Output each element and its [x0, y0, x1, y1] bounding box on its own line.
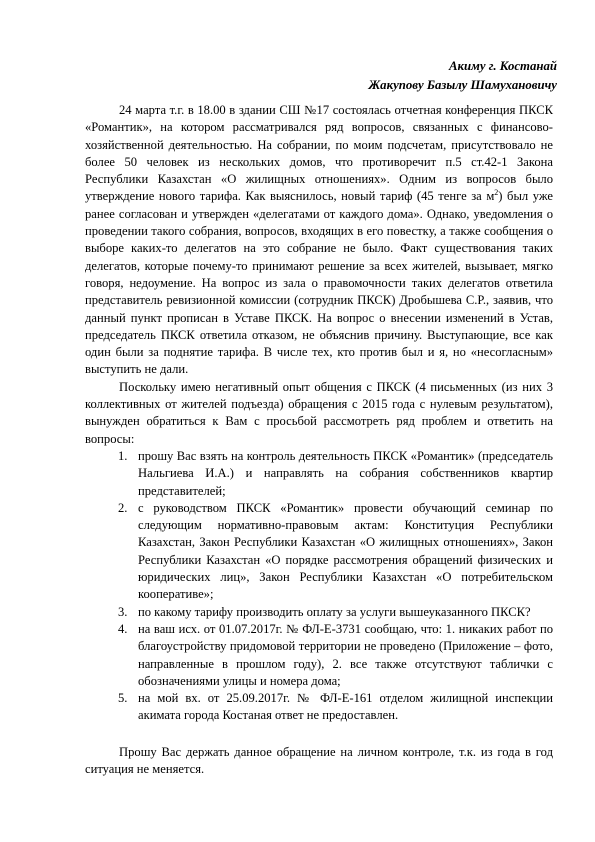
list-item-number: 3. [118, 604, 128, 619]
list-item [85, 690, 553, 725]
list-item-number: 1. [118, 448, 128, 463]
list-item-number: 2. [118, 500, 128, 515]
list-item-number: 4. [118, 621, 128, 636]
paragraph-conference-part2: ) был уже ранее согласован и утвержден «делегатами от каждого дома». Однако, уведомления о проведении такого собрания, вопросов, входящих в его повестку, а также сообщения о выборе каких-то делегатов на это собрание не было. Факт существования таких делегатов, которые почему-то принимают решение за всех жителей, вызывает, мягко говоря, недоумение. На вопрос из зала о правомочности таких делегатов ответила представитель ревизионной комиссии (сотрудник ПКСК) Дробышева С.Р., заявив, что данный пункт прописан в Уставе ПКСК. На вопрос о внесении изменений в Устав, председатель ПКСК ответила отказом, не объяснив причину. Выступающие, все как один были за поднятие тарифа. В числе тех, кто против был и я, но «несогласным» выступить не дали. [85, 189, 553, 377]
list-item-text: прошу Вас взять на контроль деятельность ПКСК «Романтик» (председатель Нальгиева И.А.) и направлять на собрания собственников квартир представителей; [138, 448, 553, 498]
square-meter-superscript: 2 [494, 188, 499, 198]
list-item [85, 621, 553, 690]
addressee-name: Жакупову Базылу Шамухановичу [368, 78, 557, 92]
addressee-block [368, 57, 557, 95]
list-item [85, 448, 553, 500]
list-item [85, 500, 553, 604]
list-item [85, 604, 553, 621]
letter-body [85, 102, 553, 778]
addressee-title: Акиму г. Костанай [449, 59, 557, 73]
paragraph-conference [85, 102, 553, 379]
list-item-text: на ваш исх. от 01.07.2017г. № ФЛ-Е-3731 сообщаю, что: 1. никаких работ по благоустройству придомовой территории не проведено (Приложение – фото, направленные в прошлом году), 2. все также отсутствуют таблички с обозначениями улицы и номера дома; [138, 621, 553, 688]
list-item-text: на мой вх. от 25.09.2017г. № ФЛ-Е-161 отделом жилищной инспекции акимата города Костаная ответ не предоставлен. [138, 691, 553, 723]
list-item-text: по какому тарифу производить оплату за услуги вышеуказанного ПКСК? [138, 604, 531, 619]
paragraph-request-intro: Поскольку имею негативный опыт общения с ПКСК (4 письменных (из них 3 коллективных от жителей подъезда) обращения с 2015 года с нулевым результатом), вынужден обратиться к Вам с просьбой рассмотреть ряд проблем и ответить на вопросы: [85, 379, 553, 446]
paragraph-conference-part1: 24 марта т.г. в 18.00 в здании СШ №17 состоялась отчетная конференция ПКСК «Романтик», на котором рассматривался ряд вопросов, связанных с финансово-хозяйственной деятельностью. На собрании, по моим подсчетам, присутствовало не более 50 человек из нескольких домов, что противоречит п.5 ст.42-1 Закона Республики Казахстан «О жилищных отношениях». Одним из вопросов было утверждение нового тарифа. Как выяснилось, новый тариф (45 тенге за м [85, 103, 553, 204]
requests-list [85, 448, 553, 725]
list-item-text: с руководством ПКСК «Романтик» провести обучающий семинар по следующим нормативно-правовым актам: Конституция Республики Казахстан, Закон Республики Казахстан «О жилищных отношениях», Закон Республики Казахстан «О порядке рассмотрения обращений физических и юридических лиц», Закон Республики Казахстан «О потребительском кооперативе»; [138, 500, 553, 602]
list-item-number: 5. [118, 691, 128, 706]
paragraph-closing: Прошу Вас держать данное обращение на личном контроле, т.к. из года в год ситуация не меняется. [85, 744, 553, 776]
